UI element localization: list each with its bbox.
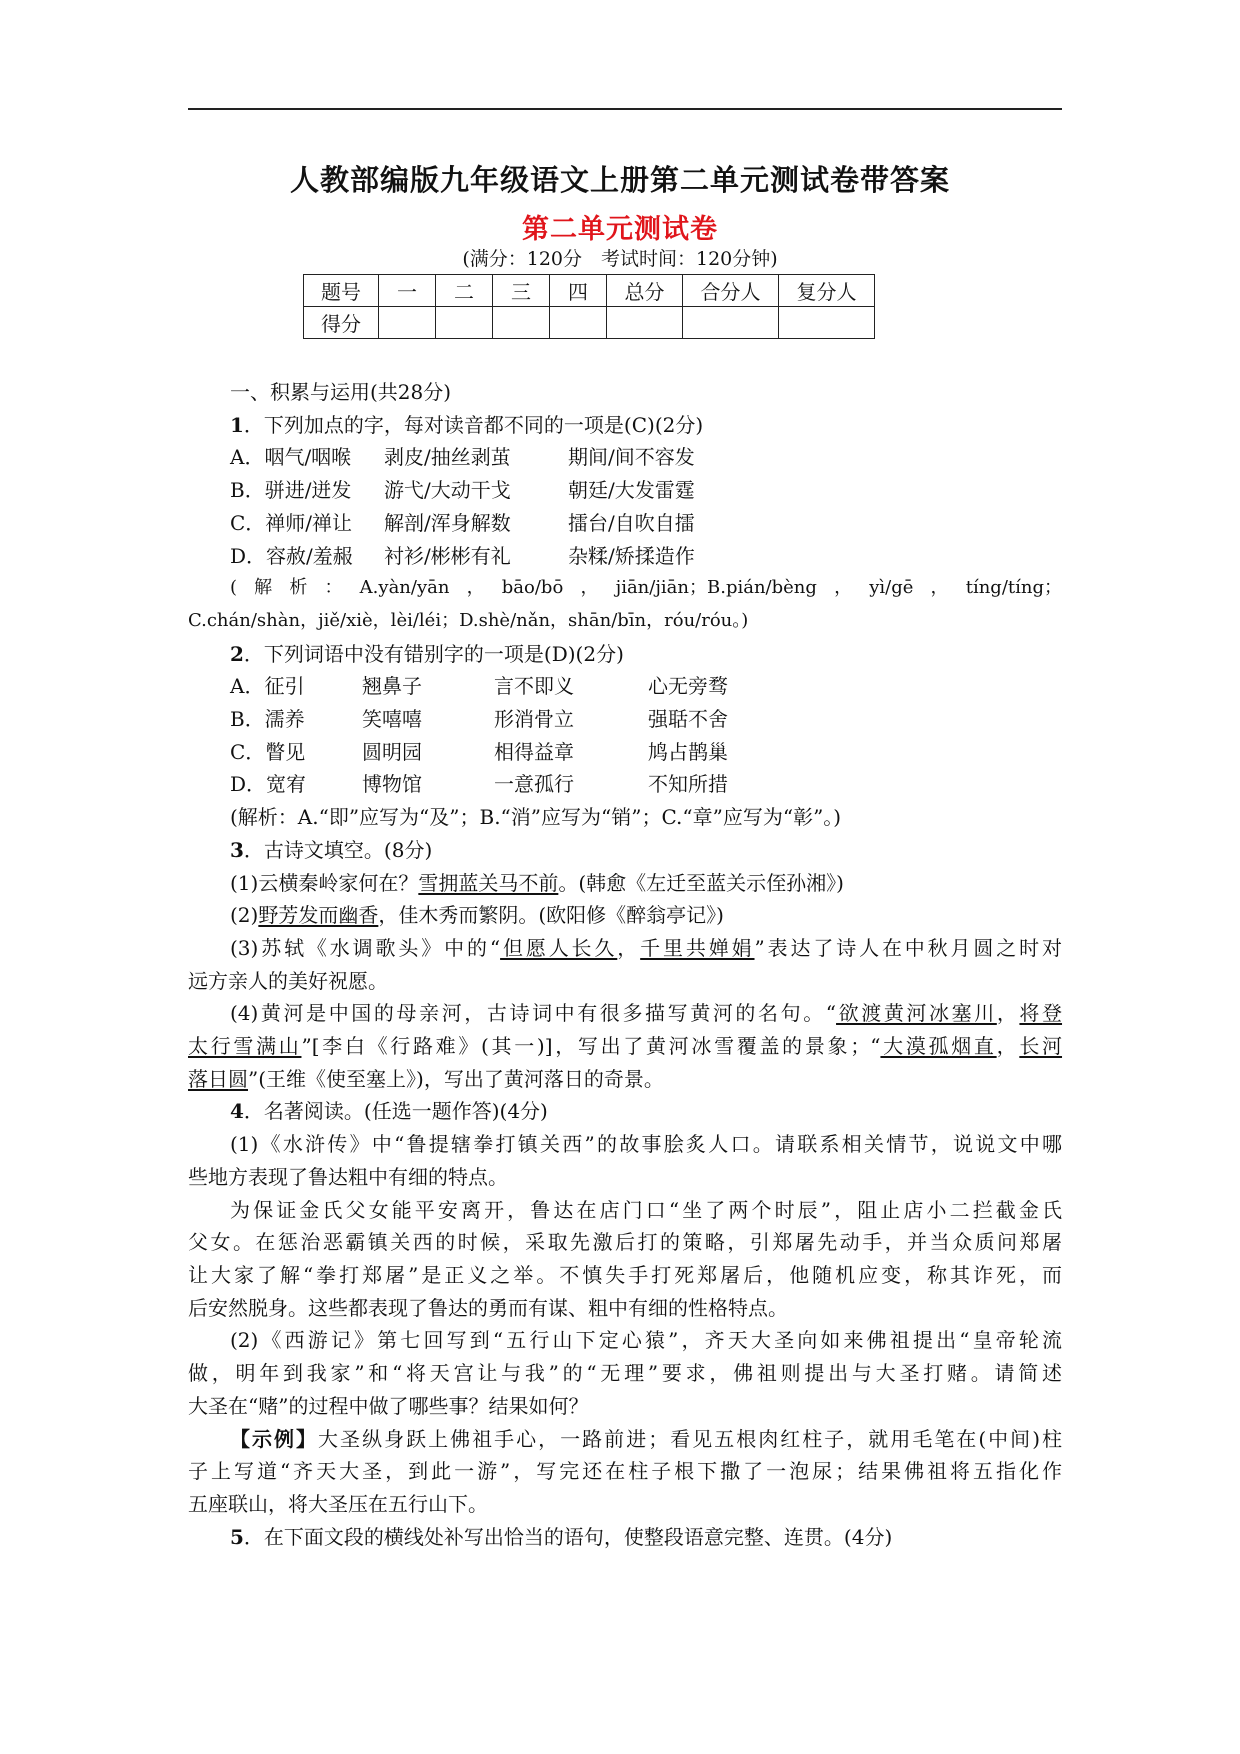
answer-text: 长河: [1019, 1034, 1063, 1059]
answer-paragraph: 五座联山，将大圣压在五行山下。: [188, 1491, 488, 1516]
answer-text: 欲渡黄河冰塞川: [836, 1001, 997, 1026]
option-cell: B．濡养: [230, 707, 305, 732]
answer-text: 落日圆: [188, 1066, 248, 1091]
question-number: 5: [230, 1524, 244, 1549]
top-rule: [188, 108, 1062, 110]
score-cell[interactable]: [779, 307, 875, 339]
option-cell: 不知所措: [648, 772, 728, 797]
answer-paragraph: 为保证金氏父女能平安离开，鲁达在店门口“坐了两个时辰”，阻止店小二拦截金氏: [230, 1197, 1062, 1222]
poem-line: [188, 899, 1062, 932]
question-stem: ．下列加点的字，每对读音都不同的一项是(C)(2分): [243, 412, 704, 437]
text-run: ，: [996, 1001, 1020, 1026]
poem-line: [188, 867, 1062, 900]
example-tag: 【示例】: [230, 1426, 319, 1451]
text-run: (2): [230, 903, 259, 928]
answer-text: 将登: [1019, 1001, 1063, 1026]
option-row: [188, 703, 1062, 736]
answer-text: 大漠孤烟直: [880, 1034, 997, 1059]
analysis-text: C.chán/shàn，jiě/xiè，lèi/léi；D.shè/nǎn，shān/bīn，róu/róu。): [188, 609, 749, 631]
score-cell[interactable]: [436, 307, 493, 339]
question-number: 2: [230, 641, 244, 666]
question-stem: ．在下面文段的横线处补写出恰当的语句，使整段语意完整、连贯。(4分): [243, 1524, 893, 1549]
question-5: [188, 1521, 1062, 1554]
question-4: [188, 1095, 1062, 1128]
answer-text: 雪拥蓝关马不前: [418, 870, 559, 895]
answer-text: 野芳发而幽香: [258, 903, 379, 928]
option-row: [188, 474, 1062, 507]
question-number: 3: [230, 837, 244, 862]
option-cell: 剥皮/抽丝剥茧: [384, 445, 511, 470]
text-run: 。(韩愈《左迁至蓝关示侄孙湘》): [558, 870, 844, 895]
option-cell: 期间/间不容发: [568, 445, 695, 470]
text-run: ，佳木秀而繁阴。(欧阳修《醉翁亭记》): [378, 903, 724, 928]
question-text: (2)《西游记》第七回写到“五行山下定心猿”，齐天大圣向如来佛祖提出“皇帝轮流: [230, 1328, 1062, 1353]
analysis-text: (解析：A.yàn/yān，bāo/bō，jiān/jiān；B.pián/bèng，yì/gē，tíng/tíng；: [230, 577, 1062, 599]
score-row-label: 得分: [304, 307, 379, 339]
text-run: ，: [996, 1034, 1020, 1059]
option-cell: 衬衫/彬彬有礼: [384, 543, 511, 568]
poem-line: 远方亲人的美好祝愿。: [188, 968, 388, 993]
score-header-cell: 合分人: [683, 275, 779, 307]
text-run: (3)苏轼《水调歌头》中的“: [230, 935, 501, 960]
score-cell[interactable]: [493, 307, 550, 339]
option-cell: 形消骨立: [494, 707, 574, 732]
question-stem: ．古诗文填空。(8分): [243, 837, 433, 862]
exam-body: [188, 376, 1062, 1553]
option-cell: 朝廷/大发雷霆: [568, 478, 695, 503]
question-stem: ．名著阅读。(任选一题作答)(4分): [243, 1099, 548, 1124]
text-run: (4)黄河是中国的母亲河，古诗词中有很多描写黄河的名句。“: [230, 1001, 837, 1026]
score-header-cell: 三: [493, 275, 550, 307]
score-header-cell: 二: [436, 275, 493, 307]
option-cell: D．宽宥: [230, 772, 307, 797]
score-cell[interactable]: [607, 307, 683, 339]
score-header-cell: 题号: [304, 275, 379, 307]
score-table-header-row: [304, 275, 875, 307]
score-cell[interactable]: [379, 307, 436, 339]
option-cell: C．禅师/禅让: [230, 510, 353, 535]
question-number: 4: [230, 1099, 244, 1124]
option-row: [188, 670, 1062, 703]
analysis-text: (解析：A.“即”应写为“及”；B.“消”应写为“销”；C.“章”应写为“彰”。): [230, 805, 842, 830]
option-cell: 鸠占鹊巢: [648, 739, 728, 764]
score-table: [303, 274, 875, 339]
text-run: ”表达了诗人在中秋月圆之时对: [754, 935, 1063, 960]
option-cell: C．瞥见: [230, 739, 306, 764]
option-row: [188, 441, 1062, 474]
option-cell: 解剖/浑身解数: [384, 510, 511, 535]
answer-paragraph: 让大家了解“拳打郑屠”是正义之举。不慎失手打死郑屠后，他随机应变，称其诈死，而: [188, 1262, 1062, 1287]
score-header-cell: 总分: [607, 275, 683, 307]
poem-line: [188, 1063, 1062, 1096]
option-cell: 笑嘻嘻: [362, 707, 422, 732]
option-cell: A．征引: [230, 674, 305, 699]
question-text: (1)《水浒传》中“鲁提辖拳打镇关西”的故事脍炙人口。请联系相关情节，说说文中哪: [230, 1132, 1062, 1157]
answer-paragraph: 后安然脱身。这些都表现了鲁达的勇而有谋、粗中有细的性格特点。: [188, 1295, 788, 1320]
option-row: [188, 507, 1062, 540]
option-cell: B．骈进/迸发: [230, 478, 352, 503]
text-run: ，: [617, 935, 641, 960]
answer-paragraph: [188, 1423, 1062, 1456]
score-cell[interactable]: [550, 307, 607, 339]
exam-meta: (满分：120分 考试时间：120分钟): [462, 248, 778, 270]
text-run: 大圣纵身跃上佛祖手心，一路前进；看见五根肉红柱子，就用毛笔在(中间)柱: [318, 1426, 1063, 1451]
question-text: 大圣在“赌”的过程中做了哪些事？结果如何？: [188, 1393, 589, 1418]
option-cell: 强聒不舍: [648, 707, 728, 732]
text-run: (1)云横秦岭家何在？: [230, 870, 419, 895]
answer-paragraph: 父女。在惩治恶霸镇关西的时候，采取先激后打的策略，引郑屠先动手，并当众质问郑屠: [188, 1230, 1062, 1255]
text-run: ”(王维《使至塞上》)，写出了黄河落日的奇景。: [248, 1066, 664, 1091]
option-cell: 游弋/大动干戈: [384, 478, 511, 503]
poem-line: [188, 1030, 1062, 1063]
question-text: 些地方表现了鲁达粗中有细的特点。: [188, 1164, 508, 1189]
option-row: [188, 768, 1062, 801]
option-cell: 翘鼻子: [362, 674, 422, 699]
option-cell: D．容赦/羞赧: [230, 543, 353, 568]
score-header-cell: 一: [379, 275, 436, 307]
option-cell: 杂糅/矫揉造作: [568, 543, 695, 568]
option-cell: 博物馆: [362, 772, 422, 797]
option-cell: A．咽气/咽喉: [230, 445, 352, 470]
option-row: [188, 540, 1062, 573]
answer-paragraph: 子上写道“齐天大圣，到此一游”，写完还在柱子根下撒了一泡尿；结果佛祖将五指化作: [188, 1459, 1062, 1484]
question-2: [188, 638, 1062, 671]
option-cell: 一意孤行: [494, 772, 574, 797]
section-heading: 一、积累与运用(共28分): [230, 380, 452, 404]
option-cell: 擂台/自吹自擂: [568, 510, 695, 535]
score-header-cell: 四: [550, 275, 607, 307]
poem-line: [188, 932, 1062, 965]
question-1: [188, 409, 1062, 442]
option-cell: 圆明园: [362, 739, 422, 764]
document-title: 人教部编版九年级语文上册第二单元测试卷带答案: [289, 163, 950, 197]
option-cell: 相得益章: [494, 739, 574, 764]
question-text: 做，明年到我家”和“将天宫让与我”的“无理”要求，佛祖则提出与大圣打赌。请简述: [188, 1361, 1062, 1386]
poem-line: [188, 997, 1062, 1030]
score-cell[interactable]: [683, 307, 779, 339]
unit-title: 第二单元测试卷: [522, 214, 718, 245]
score-header-cell: 复分人: [779, 275, 875, 307]
question-number: 1: [230, 412, 244, 437]
text-run: ”[李白《行路难》(其一)]，写出了黄河冰雪覆盖的景象；“: [301, 1034, 881, 1059]
answer-text: 但愿人长久: [500, 935, 618, 960]
question-3: [188, 834, 1062, 867]
score-table-score-row: [304, 307, 875, 339]
option-cell: 心无旁骛: [648, 674, 728, 699]
option-row: [188, 736, 1062, 769]
question-stem: ．下列词语中没有错别字的一项是(D)(2分): [243, 641, 624, 666]
answer-text: 太行雪满山: [188, 1034, 302, 1059]
answer-text: 千里共婵娟: [640, 935, 755, 960]
option-cell: 言不即义: [494, 674, 574, 699]
